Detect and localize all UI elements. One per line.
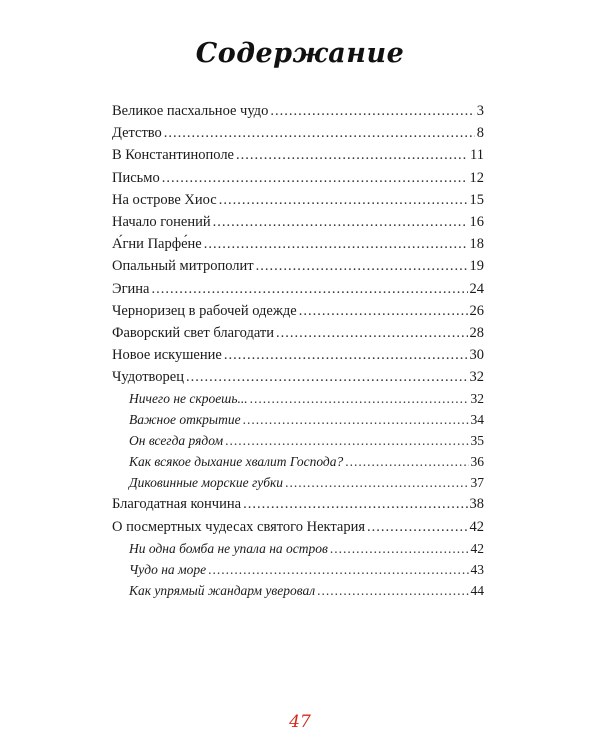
dot-leader	[225, 433, 468, 449]
dot-leader	[276, 325, 468, 342]
toc-entry-page: 28	[469, 324, 484, 341]
toc-entry-title: Письмо	[112, 169, 160, 186]
dot-leader	[208, 562, 468, 578]
toc-subentry	[112, 475, 484, 496]
dot-leader	[330, 541, 469, 557]
toc-entry-page: 42	[470, 540, 484, 556]
toc-subentry	[112, 433, 484, 454]
toc-entry-title: Великое пасхальное чудо	[112, 103, 269, 119]
dot-leader	[243, 496, 467, 513]
toc-entry	[112, 281, 484, 303]
toc-entry-title: Опальный митрополит	[112, 258, 254, 275]
table-of-contents	[112, 103, 484, 604]
toc-entry	[112, 519, 484, 541]
dot-leader	[164, 125, 475, 142]
toc-entry-page: 8	[476, 125, 484, 142]
toc-entry-title: Фаворский свет благодати	[112, 324, 274, 341]
toc-entry-page: 26	[469, 302, 484, 319]
dot-leader	[367, 519, 467, 536]
dot-leader	[204, 236, 468, 253]
toc-entry	[112, 236, 484, 258]
toc-entry-title: Начало гонений	[112, 213, 211, 230]
toc-entry	[112, 170, 484, 192]
dot-leader	[250, 391, 469, 407]
toc-entry-page: 19	[469, 258, 484, 275]
dot-leader	[317, 583, 468, 599]
dot-leader	[213, 214, 468, 231]
toc-entry-title: Ничего не скроешь...	[129, 391, 248, 407]
toc-entry-title: Эгина	[112, 280, 150, 297]
toc-entry	[112, 125, 484, 147]
toc-entry	[112, 369, 484, 391]
toc-entry-page: 11	[470, 147, 484, 164]
toc-entry-title: Новое искушение	[112, 347, 222, 364]
dot-leader	[270, 103, 474, 120]
toc-entry-page: 12	[469, 169, 484, 186]
dot-leader	[243, 412, 469, 428]
toc-entry-page: 35	[470, 433, 484, 449]
dot-leader	[219, 192, 468, 209]
dot-leader	[285, 475, 468, 491]
toc-entry-title: На острове Хиос	[112, 191, 217, 208]
toc-entry-page: 32	[470, 391, 484, 407]
page-number: 47	[289, 712, 311, 732]
toc-entry-title: Как упрямый жандарм уверовал	[129, 582, 316, 598]
dot-leader	[236, 147, 468, 164]
toc-entry	[112, 347, 484, 369]
toc-entry-page: 38	[469, 496, 484, 513]
toc-entry-page: 16	[469, 213, 484, 230]
toc-entry-title: Как всякое дыхание хвалит Господа?	[129, 454, 344, 470]
dot-leader	[162, 170, 468, 187]
toc-entry-page: 32	[469, 369, 484, 386]
toc-entry-title: Он всегда рядом	[129, 433, 224, 449]
toc-entry-title: Ни одна бомба не упала на остров	[129, 540, 328, 556]
toc-entry-title: Диковинные морские губки	[129, 475, 284, 491]
dot-leader	[299, 303, 468, 320]
toc-entry-title: В Константинополе	[112, 147, 234, 164]
toc-entry	[112, 103, 484, 125]
toc-subentry	[112, 562, 484, 583]
toc-entry-title: Чудо на море	[129, 561, 207, 577]
toc-entry-page: 15	[469, 191, 484, 208]
toc-entry-page: 37	[470, 475, 484, 491]
toc-entry-page: 34	[470, 412, 484, 428]
toc-entry-page: 42	[469, 518, 484, 535]
toc-entry	[112, 214, 484, 236]
toc-entry-page: 18	[469, 236, 484, 253]
toc-entry-title: Детство	[112, 125, 162, 142]
toc-entry-title: О посмертных чудесах святого Нектария	[112, 518, 366, 535]
toc-entry-page: 44	[470, 582, 484, 598]
dot-leader	[224, 347, 468, 364]
toc-entry-title: А́гни Парфе́не	[112, 236, 202, 253]
toc-subentry	[112, 541, 484, 562]
dot-leader	[256, 258, 468, 275]
dot-leader	[345, 454, 468, 470]
toc-entry	[112, 496, 484, 518]
toc-entry-title: Черноризец в рабочей одежде	[112, 302, 297, 319]
toc-subentry	[112, 391, 484, 412]
toc-entry-title: Благодатная кончина	[112, 496, 242, 513]
dot-leader	[186, 369, 468, 386]
toc-entry	[112, 325, 484, 347]
toc-subentry	[112, 583, 484, 604]
toc-entry	[112, 303, 484, 325]
toc-entry-page: 24	[469, 280, 484, 297]
toc-subentry	[112, 454, 484, 475]
toc-entry-page: 3	[476, 103, 484, 119]
toc-entry	[112, 258, 484, 280]
toc-entry-page: 30	[469, 347, 484, 364]
toc-entry	[112, 192, 484, 214]
toc-entry	[112, 147, 484, 169]
toc-entry-page: 43	[470, 561, 484, 577]
toc-entry-page: 36	[470, 454, 484, 470]
dot-leader	[151, 281, 467, 298]
toc-entry-title: Важное открытие	[129, 412, 241, 428]
toc-subentry	[112, 412, 484, 433]
page-title: Содержание	[195, 38, 405, 69]
toc-entry-title: Чудотворец	[112, 369, 184, 386]
